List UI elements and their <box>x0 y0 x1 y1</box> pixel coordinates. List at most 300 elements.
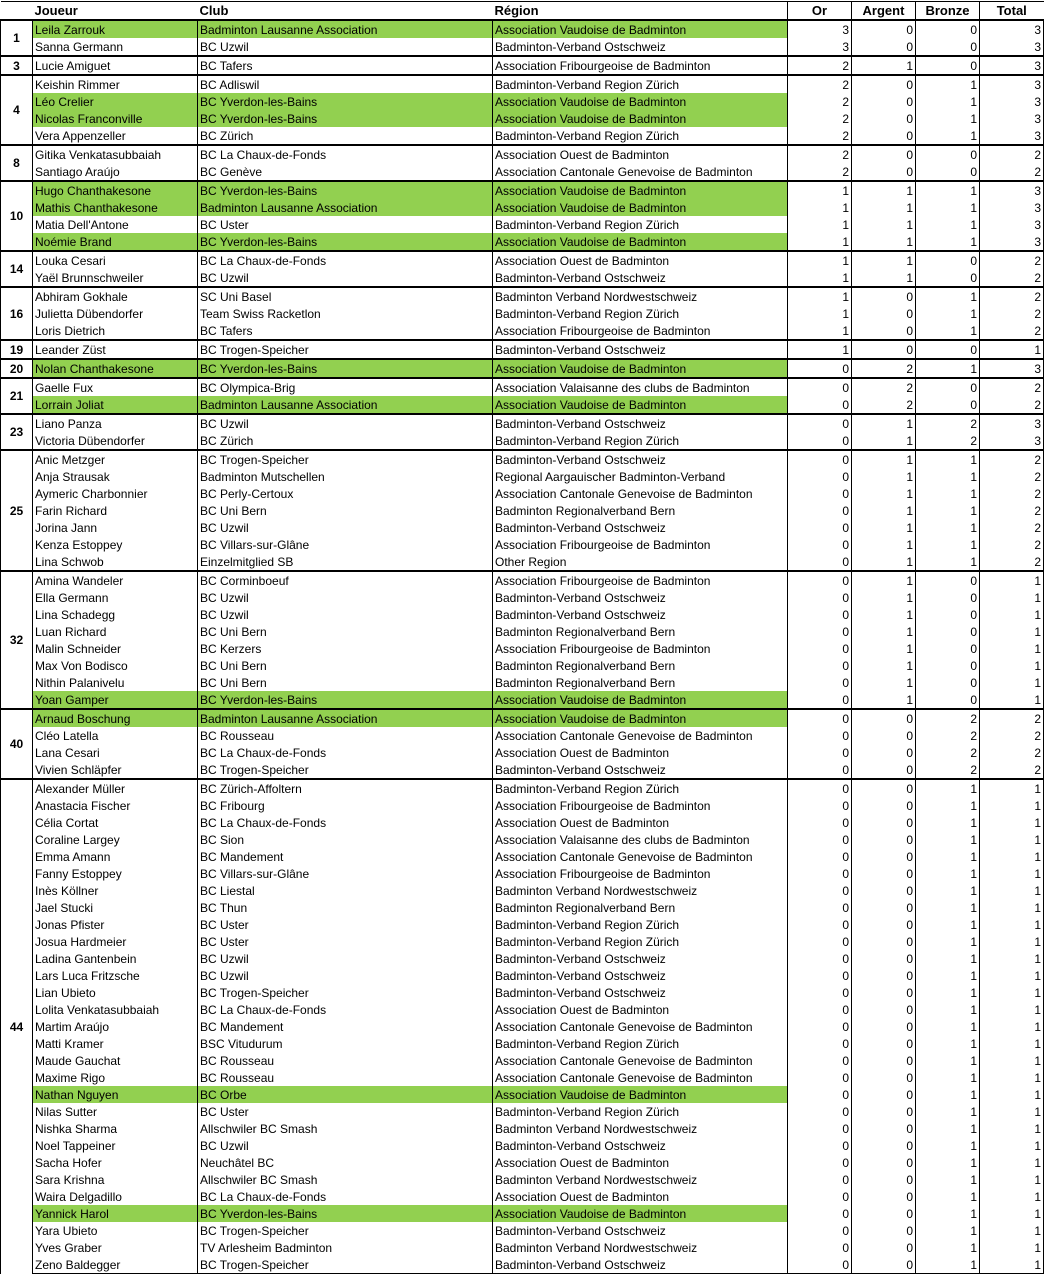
player-name: Yves Graber <box>33 1239 198 1256</box>
bronze-count: 1 <box>916 1035 980 1052</box>
silver-count: 1 <box>852 269 916 287</box>
player-name: Anastacia Fischer <box>33 797 198 814</box>
total-count: 3 <box>980 127 1044 145</box>
table-row <box>1 1188 1044 1205</box>
table-row <box>1 485 1044 502</box>
player-name: Yaël Brunnschweiler <box>33 269 198 287</box>
table-row <box>1 814 1044 831</box>
region-name: Association Vaudoise de Badminton <box>493 396 788 414</box>
gold-count: 0 <box>788 1222 852 1239</box>
region-name: Association Cantonale Genevoise de Badminton <box>493 848 788 865</box>
region-name: Association Ouest de Badminton <box>493 145 788 163</box>
club-name: BC Villars-sur-Glâne <box>198 536 493 553</box>
player-name: Vivien Schläpfer <box>33 761 198 779</box>
gold-count: 1 <box>788 269 852 287</box>
bronze-count: 0 <box>916 589 980 606</box>
silver-count: 2 <box>852 359 916 378</box>
club-name: BC Trogen-Speicher <box>198 340 493 359</box>
club-name: BC Uzwil <box>198 414 493 432</box>
player-name: Jorina Jann <box>33 519 198 536</box>
silver-count: 1 <box>852 251 916 269</box>
bronze-count: 0 <box>916 606 980 623</box>
total-count: 1 <box>980 1171 1044 1188</box>
player-name: Nathan Nguyen <box>33 1086 198 1103</box>
table-row <box>1 1154 1044 1171</box>
silver-count: 1 <box>852 216 916 233</box>
club-name: BC Genève <box>198 163 493 181</box>
medal-table <box>0 1 1044 1274</box>
total-count: 1 <box>980 1086 1044 1103</box>
table-row <box>1 450 1044 468</box>
region-name: Badminton-Verband Region Zürich <box>493 432 788 450</box>
bronze-count: 1 <box>916 450 980 468</box>
club-name: BC La Chaux-de-Fonds <box>198 145 493 163</box>
total-count: 1 <box>980 967 1044 984</box>
bronze-count: 1 <box>916 1171 980 1188</box>
region-name: Association Vaudoise de Badminton <box>493 199 788 216</box>
club-name: BC Trogen-Speicher <box>198 1222 493 1239</box>
table-row <box>1 744 1044 761</box>
player-name: Mathis Chanthakesone <box>33 199 198 216</box>
silver-count: 0 <box>852 163 916 181</box>
bronze-count: 1 <box>916 882 980 899</box>
bronze-count: 0 <box>916 623 980 640</box>
total-count: 1 <box>980 814 1044 831</box>
table-row <box>1 761 1044 779</box>
silver-count: 0 <box>852 127 916 145</box>
table-row <box>1 606 1044 623</box>
gold-count: 0 <box>788 1239 852 1256</box>
rank-cell: 20 <box>1 359 33 378</box>
player-name: Santiago Araújo <box>33 163 198 181</box>
player-name: Noémie Brand <box>33 233 198 251</box>
bronze-count: 2 <box>916 709 980 727</box>
total-count: 2 <box>980 396 1044 414</box>
player-name: Gaelle Fux <box>33 378 198 396</box>
region-name: Badminton-Verband Ostschweiz <box>493 1137 788 1154</box>
table-row <box>1 1086 1044 1103</box>
rank-cell: 14 <box>1 251 33 287</box>
silver-count: 0 <box>852 950 916 967</box>
bronze-count: 1 <box>916 848 980 865</box>
table-row <box>1 432 1044 450</box>
total-count: 1 <box>980 1018 1044 1035</box>
gold-count: 0 <box>788 831 852 848</box>
club-name: BC Yverdon-les-Bains <box>198 691 493 709</box>
total-count: 1 <box>980 1035 1044 1052</box>
club-name: BC Uzwil <box>198 606 493 623</box>
region-name: Association Fribourgeoise de Badminton <box>493 640 788 657</box>
bronze-count: 1 <box>916 1086 980 1103</box>
gold-count: 3 <box>788 20 852 38</box>
gold-count: 2 <box>788 163 852 181</box>
region-name: Badminton-Verband Region Zürich <box>493 305 788 322</box>
table-row <box>1 1171 1044 1188</box>
club-name: BC Olympica-Brig <box>198 378 493 396</box>
club-name: BC Orbe <box>198 1086 493 1103</box>
bronze-count: 2 <box>916 432 980 450</box>
table-row <box>1 1120 1044 1137</box>
header-rank <box>1 2 33 21</box>
region-name: Association Vaudoise de Badminton <box>493 691 788 709</box>
region-name: Badminton-Verband Ostschweiz <box>493 340 788 359</box>
total-count: 2 <box>980 485 1044 502</box>
region-name: Badminton-Verband Ostschweiz <box>493 269 788 287</box>
region-name: Badminton-Verband Ostschweiz <box>493 414 788 432</box>
table-row <box>1 1205 1044 1222</box>
gold-count: 0 <box>788 1205 852 1222</box>
gold-count: 0 <box>788 519 852 536</box>
silver-count: 1 <box>852 450 916 468</box>
bronze-count: 1 <box>916 950 980 967</box>
bronze-count: 1 <box>916 93 980 110</box>
region-name: Association Valaisanne des clubs de Badminton <box>493 378 788 396</box>
club-name: BC Uzwil <box>198 38 493 56</box>
silver-count: 1 <box>852 674 916 691</box>
bronze-count: 1 <box>916 1188 980 1205</box>
region-name: Association Fribourgeoise de Badminton <box>493 797 788 814</box>
silver-count: 0 <box>852 967 916 984</box>
region-name: Association Vaudoise de Badminton <box>493 1086 788 1103</box>
player-name: Anic Metzger <box>33 450 198 468</box>
header-player: Joueur <box>33 2 198 21</box>
total-count: 1 <box>980 606 1044 623</box>
silver-count: 1 <box>852 56 916 75</box>
player-name: Lina Schwob <box>33 553 198 571</box>
bronze-count: 0 <box>916 340 980 359</box>
silver-count: 0 <box>852 831 916 848</box>
region-name: Association Cantonale Genevoise de Badminton <box>493 1069 788 1086</box>
silver-count: 0 <box>852 20 916 38</box>
gold-count: 1 <box>788 251 852 269</box>
table-row <box>1 20 1044 38</box>
region-name: Association Vaudoise de Badminton <box>493 20 788 38</box>
region-name: Association Fribourgeoise de Badminton <box>493 865 788 882</box>
bronze-count: 1 <box>916 502 980 519</box>
gold-count: 0 <box>788 640 852 657</box>
gold-count: 0 <box>788 1120 852 1137</box>
header-bronze: Bronze <box>916 2 980 21</box>
region-name: Badminton-Verband Region Zürich <box>493 1035 788 1052</box>
gold-count: 0 <box>788 744 852 761</box>
total-count: 1 <box>980 882 1044 899</box>
total-count: 3 <box>980 359 1044 378</box>
bronze-count: 1 <box>916 1120 980 1137</box>
bronze-count: 1 <box>916 779 980 797</box>
bronze-count: 1 <box>916 1239 980 1256</box>
region-name: Badminton-Verband Ostschweiz <box>493 606 788 623</box>
total-count: 2 <box>980 553 1044 571</box>
table-row <box>1 848 1044 865</box>
gold-count: 1 <box>788 181 852 199</box>
silver-count: 0 <box>852 1256 916 1274</box>
table-row <box>1 1256 1044 1274</box>
gold-count: 3 <box>788 38 852 56</box>
bronze-count: 1 <box>916 1001 980 1018</box>
table-row <box>1 127 1044 145</box>
bronze-count: 1 <box>916 1205 980 1222</box>
silver-count: 0 <box>852 779 916 797</box>
total-count: 2 <box>980 761 1044 779</box>
total-count: 2 <box>980 536 1044 553</box>
player-name: Lucie Amiguet <box>33 56 198 75</box>
silver-count: 0 <box>852 1154 916 1171</box>
silver-count: 1 <box>852 233 916 251</box>
silver-count: 1 <box>852 657 916 674</box>
table-row <box>1 916 1044 933</box>
total-count: 2 <box>980 727 1044 744</box>
bronze-count: 0 <box>916 20 980 38</box>
gold-count: 1 <box>788 340 852 359</box>
region-name: Regional Aargauischer Badminton-Verband <box>493 468 788 485</box>
club-name: BC Yverdon-les-Bains <box>198 233 493 251</box>
total-count: 2 <box>980 378 1044 396</box>
total-count: 2 <box>980 305 1044 322</box>
region-name: Badminton-Verband Region Zürich <box>493 916 788 933</box>
bronze-count: 1 <box>916 1018 980 1035</box>
player-name: Waira Delgadillo <box>33 1188 198 1205</box>
gold-count: 0 <box>788 571 852 589</box>
total-count: 1 <box>980 933 1044 950</box>
bronze-count: 1 <box>916 1103 980 1120</box>
player-name: Josua Hardmeier <box>33 933 198 950</box>
table-row <box>1 779 1044 797</box>
total-count: 3 <box>980 199 1044 216</box>
total-count: 2 <box>980 287 1044 305</box>
player-name: Sanna Germann <box>33 38 198 56</box>
club-name: Allschwiler BC Smash <box>198 1120 493 1137</box>
silver-count: 0 <box>852 1052 916 1069</box>
club-name: BC Trogen-Speicher <box>198 1256 493 1274</box>
club-name: Badminton Lausanne Association <box>198 396 493 414</box>
total-count: 1 <box>980 1256 1044 1274</box>
total-count: 1 <box>980 640 1044 657</box>
bronze-count: 1 <box>916 933 980 950</box>
player-name: Luan Richard <box>33 623 198 640</box>
total-count: 1 <box>980 916 1044 933</box>
bronze-count: 1 <box>916 110 980 127</box>
club-name: BC La Chaux-de-Fonds <box>198 251 493 269</box>
bronze-count: 1 <box>916 322 980 340</box>
total-count: 1 <box>980 1222 1044 1239</box>
silver-count: 0 <box>852 1103 916 1120</box>
player-name: Kenza Estoppey <box>33 536 198 553</box>
player-name: Farin Richard <box>33 502 198 519</box>
bronze-count: 1 <box>916 305 980 322</box>
region-name: Association Cantonale Genevoise de Badminton <box>493 727 788 744</box>
bronze-count: 0 <box>916 56 980 75</box>
club-name: BC Fribourg <box>198 797 493 814</box>
total-count: 2 <box>980 269 1044 287</box>
player-name: Anja Strausak <box>33 468 198 485</box>
gold-count: 0 <box>788 848 852 865</box>
table-row <box>1 984 1044 1001</box>
table-row <box>1 305 1044 322</box>
table-row <box>1 468 1044 485</box>
region-name: Badminton-Verband Ostschweiz <box>493 519 788 536</box>
region-name: Association Fribourgeoise de Badminton <box>493 322 788 340</box>
gold-count: 0 <box>788 1171 852 1188</box>
total-count: 1 <box>980 340 1044 359</box>
silver-count: 1 <box>852 623 916 640</box>
club-name: BC Zürich <box>198 432 493 450</box>
silver-count: 0 <box>852 1239 916 1256</box>
total-count: 2 <box>980 709 1044 727</box>
player-name: Jonas Pfister <box>33 916 198 933</box>
bronze-count: 2 <box>916 414 980 432</box>
club-name: BC Uzwil <box>198 269 493 287</box>
table-row <box>1 145 1044 163</box>
silver-count: 1 <box>852 414 916 432</box>
rank-cell: 1 <box>1 20 33 56</box>
bronze-count: 1 <box>916 287 980 305</box>
gold-count: 0 <box>788 378 852 396</box>
region-name: Badminton-Verband Ostschweiz <box>493 589 788 606</box>
rank-cell: 8 <box>1 145 33 181</box>
region-name: Association Fribourgeoise de Badminton <box>493 536 788 553</box>
player-name: Aymeric Charbonnier <box>33 485 198 502</box>
gold-count: 0 <box>788 1001 852 1018</box>
table-row <box>1 181 1044 199</box>
region-name: Association Cantonale Genevoise de Badminton <box>493 163 788 181</box>
player-name: Nicolas Franconville <box>33 110 198 127</box>
club-name: BC Thun <box>198 899 493 916</box>
region-name: Badminton Regionalverband Bern <box>493 899 788 916</box>
silver-count: 0 <box>852 848 916 865</box>
total-count: 2 <box>980 468 1044 485</box>
silver-count: 1 <box>852 468 916 485</box>
total-count: 3 <box>980 75 1044 93</box>
silver-count: 1 <box>852 181 916 199</box>
silver-count: 0 <box>852 1188 916 1205</box>
table-row <box>1 56 1044 75</box>
gold-count: 1 <box>788 216 852 233</box>
region-name: Association Cantonale Genevoise de Badminton <box>493 1018 788 1035</box>
gold-count: 1 <box>788 233 852 251</box>
table-row <box>1 536 1044 553</box>
gold-count: 0 <box>788 933 852 950</box>
table-row <box>1 93 1044 110</box>
bronze-count: 0 <box>916 38 980 56</box>
rank-cell: 16 <box>1 287 33 340</box>
player-name: Liano Panza <box>33 414 198 432</box>
silver-count: 1 <box>852 553 916 571</box>
gold-count: 1 <box>788 199 852 216</box>
club-name: BC Uzwil <box>198 1137 493 1154</box>
gold-count: 0 <box>788 589 852 606</box>
region-name: Association Fribourgeoise de Badminton <box>493 56 788 75</box>
gold-count: 0 <box>788 623 852 640</box>
bronze-count: 1 <box>916 1137 980 1154</box>
silver-count: 0 <box>852 1171 916 1188</box>
gold-count: 0 <box>788 536 852 553</box>
table-row <box>1 216 1044 233</box>
header-gold: Or <box>788 2 852 21</box>
club-name: Neuchâtel BC <box>198 1154 493 1171</box>
table-row <box>1 1035 1044 1052</box>
club-name: BC La Chaux-de-Fonds <box>198 1188 493 1205</box>
region-name: Badminton-Verband Ostschweiz <box>493 950 788 967</box>
player-name: Yannick Harol <box>33 1205 198 1222</box>
player-name: Emma Amann <box>33 848 198 865</box>
club-name: Badminton Lausanne Association <box>198 20 493 38</box>
bronze-count: 0 <box>916 145 980 163</box>
total-count: 1 <box>980 831 1044 848</box>
bronze-count: 0 <box>916 269 980 287</box>
player-name: Alexander Müller <box>33 779 198 797</box>
player-name: Léo Crelier <box>33 93 198 110</box>
header-total: Total <box>980 2 1044 21</box>
rank-cell: 23 <box>1 414 33 450</box>
table-row <box>1 269 1044 287</box>
silver-count: 0 <box>852 882 916 899</box>
club-name: BC Uzwil <box>198 589 493 606</box>
region-name: Badminton-Verband Ostschweiz <box>493 761 788 779</box>
rank-cell: 32 <box>1 571 33 709</box>
gold-count: 2 <box>788 145 852 163</box>
gold-count: 0 <box>788 899 852 916</box>
bronze-count: 1 <box>916 216 980 233</box>
bronze-count: 1 <box>916 916 980 933</box>
total-count: 2 <box>980 251 1044 269</box>
total-count: 2 <box>980 322 1044 340</box>
table-row <box>1 1069 1044 1086</box>
bronze-count: 1 <box>916 75 980 93</box>
gold-count: 0 <box>788 657 852 674</box>
table-row <box>1 519 1044 536</box>
table-row <box>1 287 1044 305</box>
total-count: 1 <box>980 1069 1044 1086</box>
total-count: 1 <box>980 848 1044 865</box>
gold-count: 0 <box>788 797 852 814</box>
club-name: BSC Vitudurum <box>198 1035 493 1052</box>
player-name: Nilas Sutter <box>33 1103 198 1120</box>
silver-count: 0 <box>852 1120 916 1137</box>
silver-count: 0 <box>852 145 916 163</box>
club-name: BC Uni Bern <box>198 674 493 691</box>
player-name: Sacha Hofer <box>33 1154 198 1171</box>
region-name: Badminton-Verband Ostschweiz <box>493 1256 788 1274</box>
player-name: Nishka Sharma <box>33 1120 198 1137</box>
club-name: BC Yverdon-les-Bains <box>198 1205 493 1222</box>
bronze-count: 2 <box>916 761 980 779</box>
club-name: BC Rousseau <box>198 727 493 744</box>
gold-count: 0 <box>788 485 852 502</box>
table-row <box>1 378 1044 396</box>
table-row <box>1 623 1044 640</box>
club-name: BC Adliswil <box>198 75 493 93</box>
player-name: Vera Appenzeller <box>33 127 198 145</box>
bronze-count: 1 <box>916 967 980 984</box>
bronze-count: 0 <box>916 640 980 657</box>
rank-cell: 40 <box>1 709 33 779</box>
gold-count: 2 <box>788 93 852 110</box>
total-count: 3 <box>980 216 1044 233</box>
region-name: Association Ouest de Badminton <box>493 1001 788 1018</box>
rank-cell: 25 <box>1 450 33 571</box>
total-count: 3 <box>980 110 1044 127</box>
bronze-count: 1 <box>916 865 980 882</box>
total-count: 1 <box>980 1239 1044 1256</box>
region-name: Badminton Verband Nordwestschweiz <box>493 287 788 305</box>
player-name: Coraline Largey <box>33 831 198 848</box>
table-row <box>1 933 1044 950</box>
silver-count: 1 <box>852 691 916 709</box>
club-name: BC Rousseau <box>198 1069 493 1086</box>
table-row <box>1 414 1044 432</box>
region-name: Association Vaudoise de Badminton <box>493 93 788 110</box>
region-name: Badminton-Verband Ostschweiz <box>493 984 788 1001</box>
